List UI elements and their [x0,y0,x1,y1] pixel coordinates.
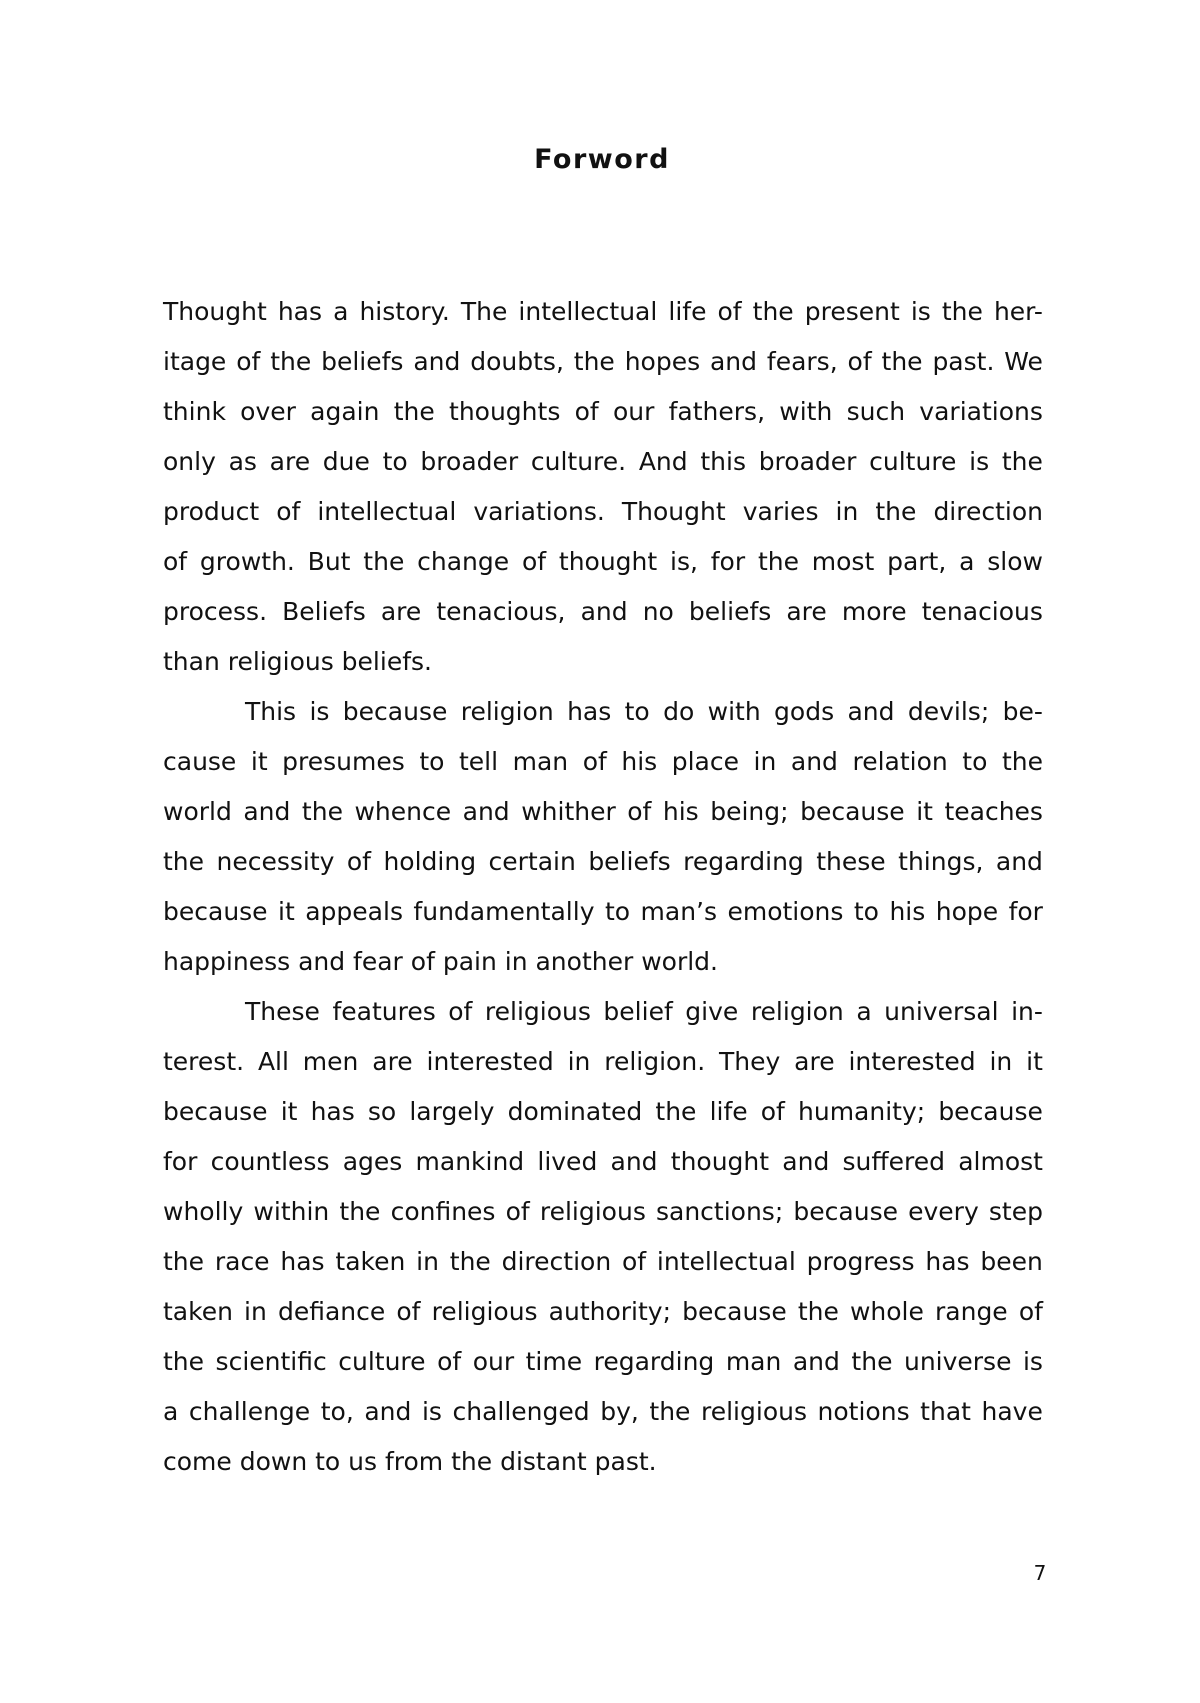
text-line: world and the whence and whither of his being; because it teaches [163,797,1043,826]
text-line: come down to us from the distant past. [163,1447,657,1476]
text-line: only as are due to broader culture. And this broader culture is the [163,447,1043,476]
text-line: the necessity of holding certain beliefs regarding these things, and [163,847,1043,876]
text-line: than religious beliefs. [163,647,432,676]
text-line: These features of religious belief give religion a universal in- [245,997,1043,1026]
text-line: wholly within the confines of religious sanctions; because every step [163,1197,1043,1226]
text-line: cause it presumes to tell man of his place in and relation to the [163,747,1043,776]
text-line: taken in defiance of religious authority; because the whole range of [163,1297,1043,1326]
text-line: the scientific culture of our time regarding man and the universe is [163,1347,1043,1376]
text-line: because it appeals fundamentally to man’s emotions to his hope for [163,897,1043,926]
text-line: Thought has a history. The intellectual life of the present is the her- [163,297,1043,326]
text-line: process. Beliefs are tenacious, and no beliefs are more tenacious [163,597,1043,626]
chapter-title: Forword [534,144,670,175]
text-line: think over again the thoughts of our fathers, with such variations [163,397,1043,426]
body-text [163,287,1043,1487]
text-line: of growth. But the change of thought is, for the most part, a slow [163,547,1043,576]
text-line: a challenge to, and is challenged by, the religious notions that have [163,1397,1043,1426]
text-line: for countless ages mankind lived and thought and suffered almost [163,1147,1043,1176]
text-line: the race has taken in the direction of intellectual progress has been [163,1247,1043,1276]
text-line: because it has so largely dominated the life of humanity; because [163,1097,1043,1126]
text-line: This is because religion has to do with gods and devils; be- [245,697,1043,726]
text-line: terest. All men are interested in religion. They are interested in it [163,1047,1043,1076]
text-line: product of intellectual variations. Thought varies in the direction [163,497,1043,526]
text-line: happiness and fear of pain in another world. [163,947,718,976]
text-line: itage of the beliefs and doubts, the hopes and fears, of the past. We [163,347,1043,376]
page-number: 7 [1033,1561,1047,1585]
